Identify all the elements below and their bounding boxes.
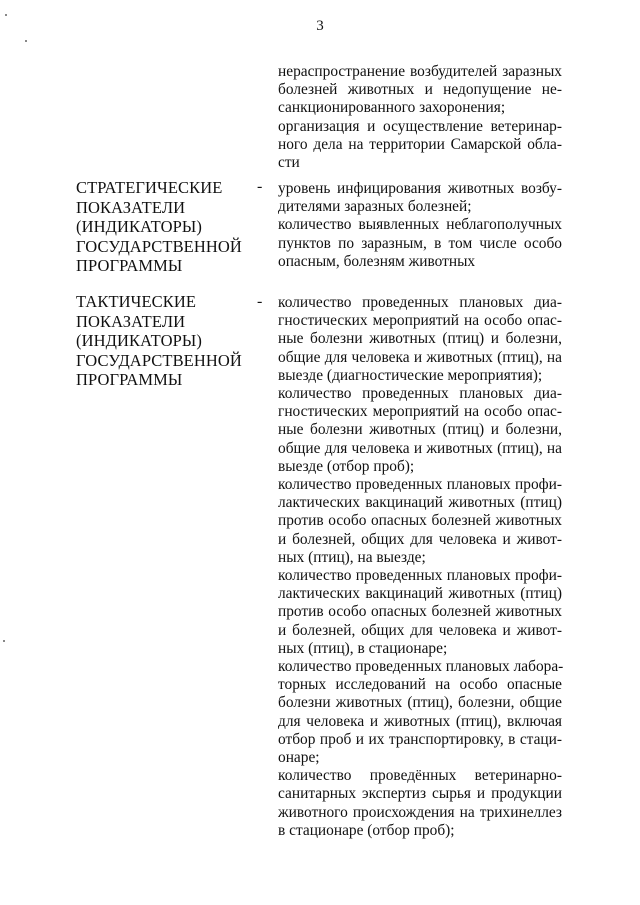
- scan-mark: [5, 14, 7, 16]
- text-line: ных (птиц), в стационаре;: [278, 639, 448, 657]
- text-line: пунктов по заразным, в том числе особо: [278, 234, 562, 252]
- strategic-dash: -: [257, 178, 263, 195]
- text-line: количество выявленных неблагополучных: [278, 216, 562, 234]
- text-line: отбор проб и их транспортировку, в стаци-: [278, 730, 562, 748]
- text-line: гностических мероприятий на особо опас-: [278, 312, 562, 330]
- text-line: и болезней, общих для человека и живот-: [278, 621, 562, 639]
- text-line: против особо опасных болезней животных: [278, 603, 562, 621]
- strategic-text-block: [278, 180, 562, 271]
- text-line: количество проведенных плановых диа-: [278, 294, 562, 311]
- text-line: выезде (диагностические мероприятия);: [278, 366, 543, 384]
- heading-line: ТАКТИЧЕСКИЕ: [76, 292, 197, 311]
- scan-mark: [3, 640, 5, 642]
- text-line: организация и осуществление ветеринар-: [278, 117, 562, 135]
- text-line: количество проведённых ветеринарно-: [278, 767, 562, 785]
- page-number: 3: [316, 18, 324, 34]
- text-line: ного дела на территории Самарской обла-: [278, 135, 562, 153]
- heading-line: ПОКАЗАТЕЛИ: [76, 311, 186, 331]
- strategic-heading: [76, 178, 256, 276]
- text-line: против особо опасных болезней животных: [278, 512, 562, 530]
- text-line: опасным, болезням животных: [278, 252, 476, 270]
- text-line: ных (птиц), на выезде;: [278, 548, 426, 566]
- text-line: онаре;: [278, 749, 320, 767]
- text-line: болезней животных и недопущение не-: [278, 81, 562, 99]
- text-line: нераспространение возбудителей заразных: [278, 63, 562, 80]
- text-line: санитарных экспертиз сырья и продукции: [278, 785, 562, 803]
- heading-line: ПРОГРАММЫ: [76, 256, 183, 276]
- text-line: количество проведенных плановых профи-: [278, 476, 562, 494]
- text-line: ные болезни животных (птиц) и болезни,: [278, 421, 562, 439]
- text-line: в стационаре (отбор проб);: [278, 821, 455, 839]
- text-line: выезде (отбор проб);: [278, 457, 415, 475]
- text-line: лактических вакцинаций животных (птиц): [278, 494, 562, 512]
- text-line: количество проведенных плановых профи-: [278, 567, 562, 585]
- tactical-dash: -: [257, 293, 263, 310]
- heading-line: ПРОГРАММЫ: [76, 370, 183, 390]
- intro-text-block: [278, 63, 562, 172]
- text-line: количество проведенных плановых диа-: [278, 385, 562, 403]
- heading-line: (ИНДИКАТОРЫ): [76, 217, 203, 237]
- text-line: для человека и животных (птиц), включая: [278, 712, 562, 730]
- heading-line: ГОСУДАРСТВЕННОЙ: [76, 350, 242, 370]
- text-line: болезни животных (птиц), болезни, общие: [278, 694, 562, 712]
- text-line: гностических мероприятий на особо опас-: [278, 403, 562, 421]
- scan-mark: [25, 40, 27, 42]
- heading-line: ПОКАЗАТЕЛИ: [76, 197, 186, 217]
- text-line: животного происхождения на трихинеллез: [278, 803, 562, 821]
- text-line: и болезней, общих для человека и живот-: [278, 530, 562, 548]
- heading-line: ГОСУДАРСТВЕННОЙ: [76, 236, 242, 256]
- text-line: уровень инфицирования животных возбу-: [278, 180, 562, 197]
- tactical-text-block: [278, 294, 562, 840]
- text-line: сти: [278, 154, 300, 172]
- text-line: количество проведенных плановых лабора-: [278, 658, 564, 676]
- text-line: лактических вакцинаций животных (птиц): [278, 585, 562, 603]
- heading-line: (ИНДИКАТОРЫ): [76, 331, 203, 351]
- text-line: санкционированного захоронения;: [278, 99, 506, 117]
- text-line: общие для человека и животных (птиц), на: [278, 439, 562, 457]
- text-line: общие для человека и животных (птиц), на: [278, 348, 562, 366]
- tactical-heading: [76, 292, 256, 390]
- heading-line: СТРАТЕГИЧЕСКИЕ: [76, 178, 223, 197]
- text-line: торных исследований на особо опасные: [278, 676, 562, 694]
- text-line: ные болезни животных (птиц) и болезни,: [278, 330, 562, 348]
- text-line: дителями заразных болезней;: [278, 198, 472, 216]
